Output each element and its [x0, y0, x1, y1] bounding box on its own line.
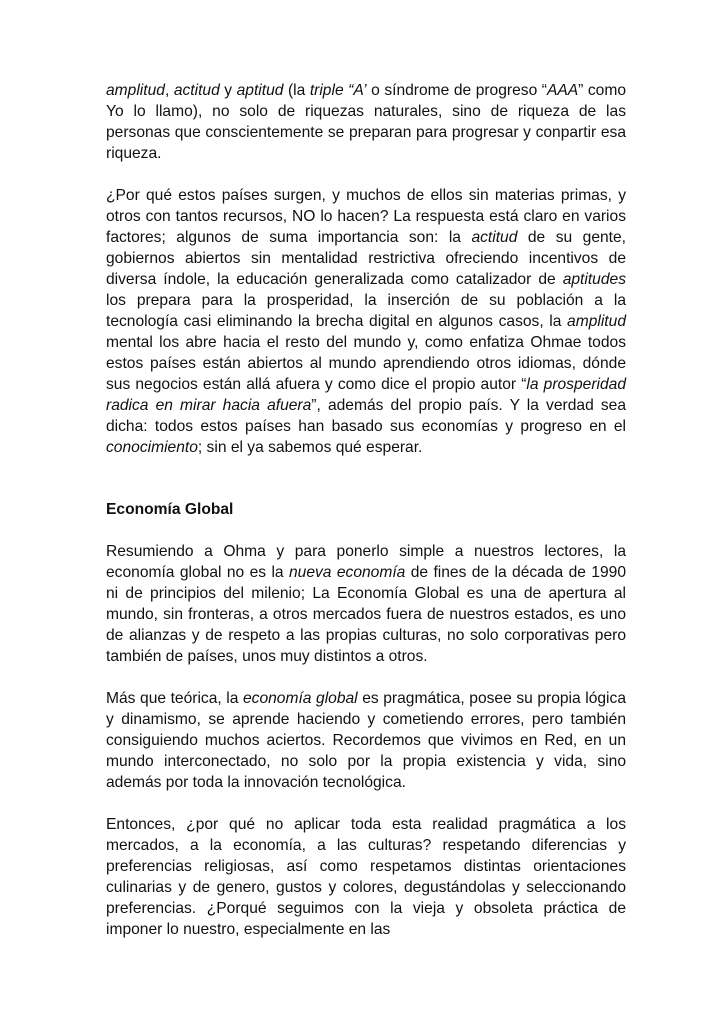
italic-text-segment: actitud	[173, 82, 220, 99]
text-segment: o síndrome de progreso “	[366, 82, 547, 99]
text-segment: mental los abre hacia el resto del mundo y, como enfatiza Ohmae todos estos países están abiertos al mundo aprendiendo otros idiomas, dónde sus negocios están allá afuera y como dice el propio autor “	[106, 334, 626, 393]
paragraph-why-countries	[106, 185, 626, 458]
text-segment: Más que teórica, la	[106, 690, 243, 707]
italic-text-segment: AAA	[546, 82, 579, 99]
italic-text-segment: nueva economía	[288, 564, 406, 581]
paragraph-conclusion	[106, 814, 626, 940]
text-segment: de fines de la década de 1990 ni de principios del milenio; La Economía Global es una de apertura al mundo, sin fronteras, a otros mercados fuera de nuestros estados, es uno de alianzas y de respeto a las propias culturas, no solo corporativas pero también de países, unos muy distintos a otros.	[106, 564, 626, 665]
text-segment: de su gente, gobiernos abiertos sin mentalidad restrictiva ofreciendo incentivos de diversa índole, la educación generalizada como catalizador de	[106, 229, 626, 288]
italic-text-segment: amplitud	[567, 313, 626, 330]
text-segment: Entonces, ¿por qué no aplicar toda esta realidad pragmática a los mercados, a la economía, a las culturas? respetando diferencias y preferencias religiosas, así como respetamos distintas orientaciones culinarias y de genero, gustos y colores, degustándolas y seleccionando preferencias. ¿Porqué seguimos con la vieja y obsoleta práctica de imponer lo nuestro, especialmente en las	[106, 816, 626, 938]
paragraph-intro	[106, 80, 626, 164]
italic-text-segment: triple “A’	[309, 82, 367, 99]
text-segment: ,	[164, 82, 174, 99]
italic-text-segment: actitud	[471, 229, 518, 246]
text-segment: ¿Por qué estos países surgen, y muchos de ellos sin materias primas, y otros con tantos recursos, NO lo hacen? La respuesta está claro en varios factores; algunos de suma importancia son: la	[106, 187, 626, 246]
text-segment: es pragmática, posee su propia lógica y dinamismo, se aprende haciendo y cometiendo errores, pero también consiguiendo muchos aciertos. Recordemos que vivimos en Red, en un mundo interconectado, no solo por la propia existencia y vida, sino además por toda la innovación tecnológica.	[106, 690, 626, 791]
document-page	[106, 80, 626, 961]
text-segment: ”, además del propio país. Y la verdad sea dicha: todos estos países han basado sus economías y progreso en el	[106, 397, 626, 435]
italic-text-segment: la prosperidad radica en mirar hacia afuera	[106, 376, 627, 414]
text-segment: ; sin el ya sabemos qué esperar.	[197, 439, 423, 456]
text-segment: y	[219, 82, 237, 99]
italic-text-segment: amplitud	[106, 82, 165, 99]
section-heading: Economía Global	[106, 501, 234, 518]
text-segment: Resumiendo a Ohma y para ponerlo simple a nuestros lectores, la economía global no es la	[106, 543, 626, 581]
italic-text-segment: economía global	[242, 690, 358, 707]
paragraph-summary	[106, 541, 626, 667]
paragraph-pragmatic	[106, 688, 626, 793]
text-segment: los prepara para la prosperidad, la inserción de su población a la tecnología casi eliminando la brecha digital en algunos casos, la	[106, 292, 626, 330]
italic-text-segment: conocimiento	[106, 439, 198, 456]
text-segment: ” como Yo lo llamo), no solo de riquezas naturales, sino de riqueza de las personas que conscientemente se preparan para progresar y conpartir esa riqueza.	[106, 82, 626, 162]
italic-text-segment: aptitudes	[562, 271, 626, 288]
italic-text-segment: aptitud	[236, 82, 284, 99]
text-segment: (la	[283, 82, 310, 99]
